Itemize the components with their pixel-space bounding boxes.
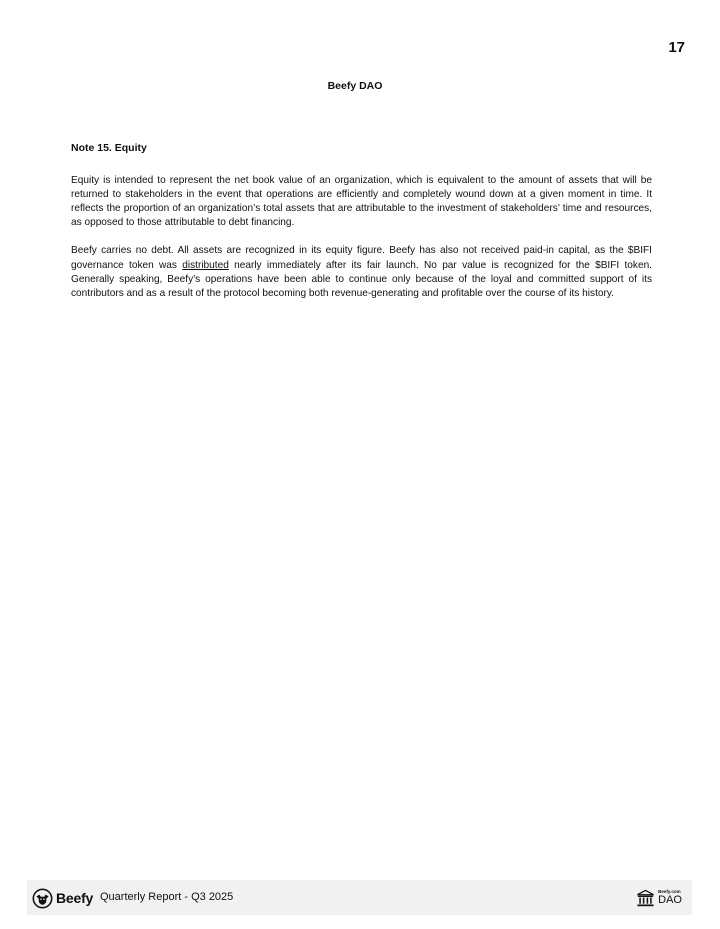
brand-name: Beefy xyxy=(56,890,94,906)
dao-small-text: Beefy.com xyxy=(658,889,681,895)
beefy-logo xyxy=(32,887,93,909)
note-title: Note 15. Equity xyxy=(71,142,147,154)
beefy-cow-icon xyxy=(32,888,53,909)
dao-big-text: DAO xyxy=(658,893,682,906)
paragraph-text: nearly immediately after its fair launch. No par value is recognized for the $BIFI token. Generally speaking, Beefy’s operations have been able to continue only because of the loyal and committed support of its contributors and as a result of the protocol becoming both revenue-generating and profitable over the course of its history. xyxy=(71,259,652,299)
temple-icon xyxy=(636,889,655,908)
dao-wordmark xyxy=(658,890,682,906)
paragraph-equity-details xyxy=(71,244,652,300)
paragraph-equity-definition: Equity is intended to represent the net book value of an organization, which is equivalent to the amount of assets that will be returned to stakeholders in the event that operations are efficiently and completely wound down at a given moment in time. It reflects the proportion of an organization’s total assets that are attributable to the investment of stakeholders’ time and resources, as opposed to those attributable to debt financing. xyxy=(71,175,652,229)
distributed-link[interactable]: distributed xyxy=(182,259,229,271)
page-number: 17 xyxy=(668,39,685,56)
note-section xyxy=(71,141,652,315)
paragraph-text: Beefy carries no debt. All assets are recognized in its equity figure. Beefy has also not received paid-in capital, as the $BIFI governance token was xyxy=(71,245,652,271)
report-title: Quarterly Report - Q3 2025 xyxy=(100,891,234,903)
footer-bar xyxy=(27,880,692,915)
header-title: Beefy DAO xyxy=(327,80,383,92)
beefy-dao-logo xyxy=(636,887,682,909)
